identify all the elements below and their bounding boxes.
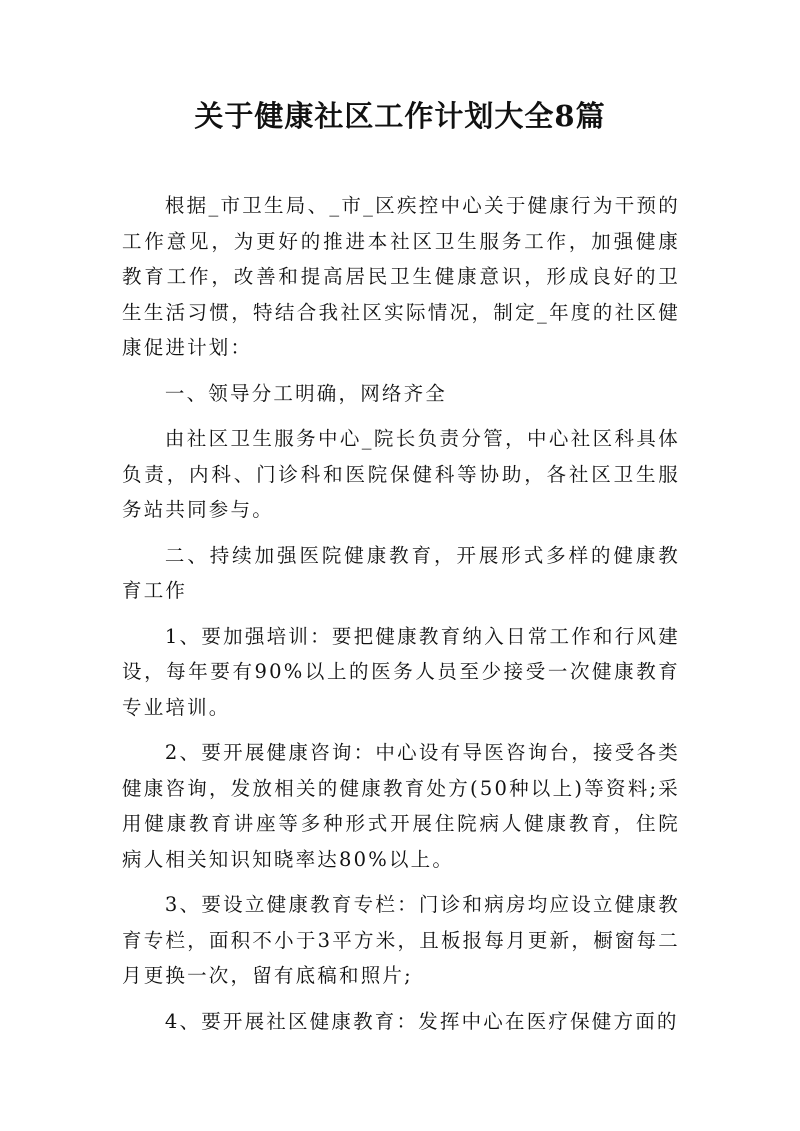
paragraph-item-1: 1、要加强培训：要把健康教育纳入日常工作和行风建设，每年要有90%以上的医务人员至少接受一次健康教育专业培训。 xyxy=(122,624,680,719)
paragraph-intro: 根据_市卫生局、_市_区疾控中心关于健康行为干预的工作意见，为更好的推进本社区卫生服务工作，加强健康教育工作，改善和提高居民卫生健康意识，形成良好的卫生生活习惯，特结合我社区实际情况，制定_年度的社区健康促进计划： xyxy=(122,194,680,359)
paragraph-item-3: 3、要设立健康教育专栏：门诊和病房均应设立健康教育专栏，面积不小于3平方米，且板报每月更新，橱窗每二月更换一次，留有底稿和照片; xyxy=(122,893,680,987)
paragraph-item-4: 4、要开展社区健康教育：发挥中心在医疗保健方面的 xyxy=(164,1009,679,1033)
document-title: 关于健康社区工作计划大全8篇 xyxy=(194,99,606,133)
paragraph-item-2: 2、要开展健康咨询：中心设有导医咨询台，接受各类健康咨询，发放相关的健康教育处方(50种以上)等资料;采用健康教育讲座等多种形式开展住院病人健康教育，住院病人相关知识知晓率达80%以上。 xyxy=(122,741,680,871)
paragraph-leadership: 由社区卫生服务中心_院长负责分管，中心社区科具体负责，内科、门诊科和医院保健科等协助，各社区卫生服务站共同参与。 xyxy=(122,427,680,521)
document-body xyxy=(122,188,680,1049)
section-heading-1: 一、领导分工明确，网络齐全 xyxy=(164,381,447,405)
section-heading-2: 二、持续加强医院健康教育，开展形式多样的健康教育工作 xyxy=(122,543,680,602)
